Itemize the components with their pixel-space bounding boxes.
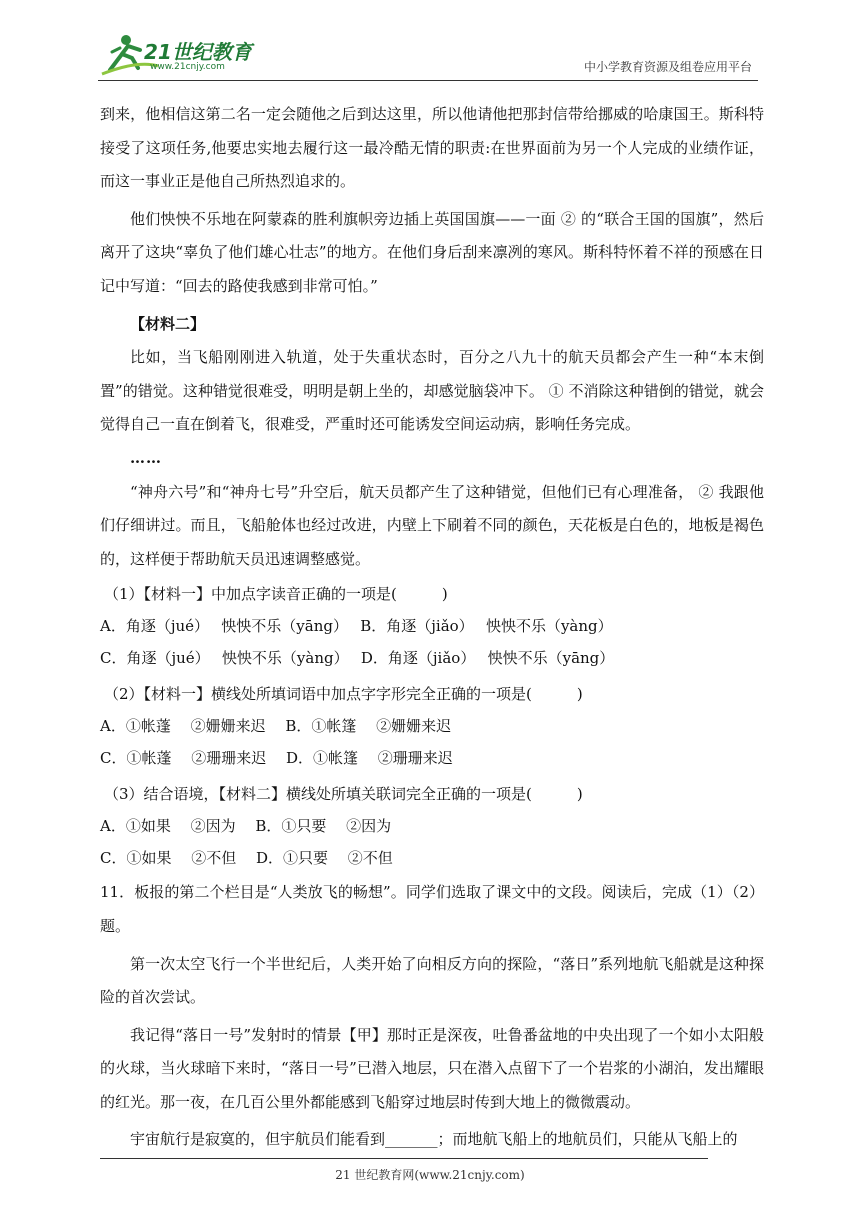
ellipsis: ……	[130, 448, 162, 467]
question-1-stem: （1）【材料一】中加点字读音正确的一项是( )	[104, 585, 448, 604]
document-body	[100, 98, 764, 1157]
page-header	[98, 30, 758, 80]
question-2-options-cd: C．①帐蓬 ②珊珊来迟 D．①帐篷 ②珊珊来迟	[100, 749, 453, 768]
header-divider	[98, 80, 758, 81]
question-3-stem: （3）结合语境，【材料二】横线处所填关联词完全正确的一项是( )	[104, 785, 583, 804]
question-3-options-ab: A．①如果 ②因为 B．①只要 ②因为	[100, 817, 392, 836]
logo-url: www.21cnjy.com	[150, 62, 225, 72]
page-footer: 21 世纪教育网(www.21cnjy.com)	[335, 1168, 525, 1182]
question-1-options-cd: C．角逐（jué） 怏怏不乐（yàng） D．角逐（jiǎo） 怏怏不乐（yāng）	[100, 649, 615, 668]
footer-divider	[100, 1158, 708, 1159]
question-11-passage: 第一次太空飞行一个半世纪后，人类开始了向相反方向的探险，“落日”系列地航飞船就是这种探险的首次尝试。	[100, 954, 764, 1007]
passage-paragraph: 他们怏怏不乐地在阿蒙森的胜利旗帜旁边插上英国国旗——一面 ② 的“联合王国的国旗”，然后离开了这块“辜负了他们雄心壮志”的地方。在他们身后刮来凛冽的寒风。斯科特怀着不祥的预感在日记中写道：“回去的路使我感到非常可怕。”	[100, 209, 764, 295]
question-11-passage: 我记得“落日一号”发射时的情景【甲】那时正是深夜，吐鲁番盆地的中央出现了一个如小太阳般的火球，当火球暗下来时，“落日一号”已潜入地层，只在潜入点留下了一个岩浆的小湖泊，发出耀眼的红光。那一夜，在几百公里外都能感到飞船穿过地层时传到大地上的微微震动。	[100, 1025, 764, 1111]
material-two-paragraph: “神舟六号”和“神舟七号”升空后，航天员都产生了这种错觉，但他们已有心理准备， ② 我跟他们仔细讲过。而且，飞船舱体也经过改进，内壁上下刷着不同的颜色，天花板是白色的，地板是褐色的，这样便于帮助航天员迅速调整感觉。	[100, 482, 764, 568]
material-two-heading: 【材料二】	[130, 314, 206, 333]
platform-name: 中小学教育资源及组卷应用平台	[583, 60, 752, 74]
material-two-paragraph: 比如，当飞船刚刚进入轨道，处于失重状态时，百分之八九十的航天员都会产生一种“本末倒置”的错觉。这种错觉很难受，明明是朝上坐的，却感觉脑袋冲下。 ① 不消除这种错倒的错觉，就会觉得自己一直在倒着飞，很难受，严重时还可能诱发空间运动病，影响任务完成。	[100, 348, 764, 434]
question-2-options-ab: A．①帐蓬 ②姗姗来迟 B．①帐篷 ②姗姗来迟	[100, 717, 452, 736]
question-11-stem: 11．板报的第二个栏目是“人类放飞的畅想”。同学们选取了课文中的文段。阅读后，完成（1）（2）题。	[100, 883, 764, 935]
passage-paragraph: 到来，他相信这第二名一定会随他之后到达这里，所以他请他把那封信带给挪威的哈康国王。斯科特接受了这项任务,他要忠实地去履行这一最冷酷无情的职责:在世界面前为另一个人完成的业绩作证，而这一事业正是他自己所热烈追求的。	[100, 105, 764, 191]
question-2-stem: （2）【材料一】横线处所填词语中加点字字形完全正确的一项是( )	[104, 685, 583, 704]
question-1-options-ab: A．角逐（jué） 怏怏不乐（yāng） B．角逐（jiǎo） 怏怏不乐（yàng）	[100, 617, 613, 636]
question-3-options-cd: C．①如果 ②不但 D．①只要 ②不但	[100, 849, 393, 868]
question-11-passage: 宇宙航行是寂寞的，但宇航员们能看到_______；而地航飞船上的地航员们，只能从飞船上的	[130, 1130, 738, 1149]
site-logo	[98, 30, 258, 76]
logo-text: 21世纪教育	[144, 40, 252, 64]
